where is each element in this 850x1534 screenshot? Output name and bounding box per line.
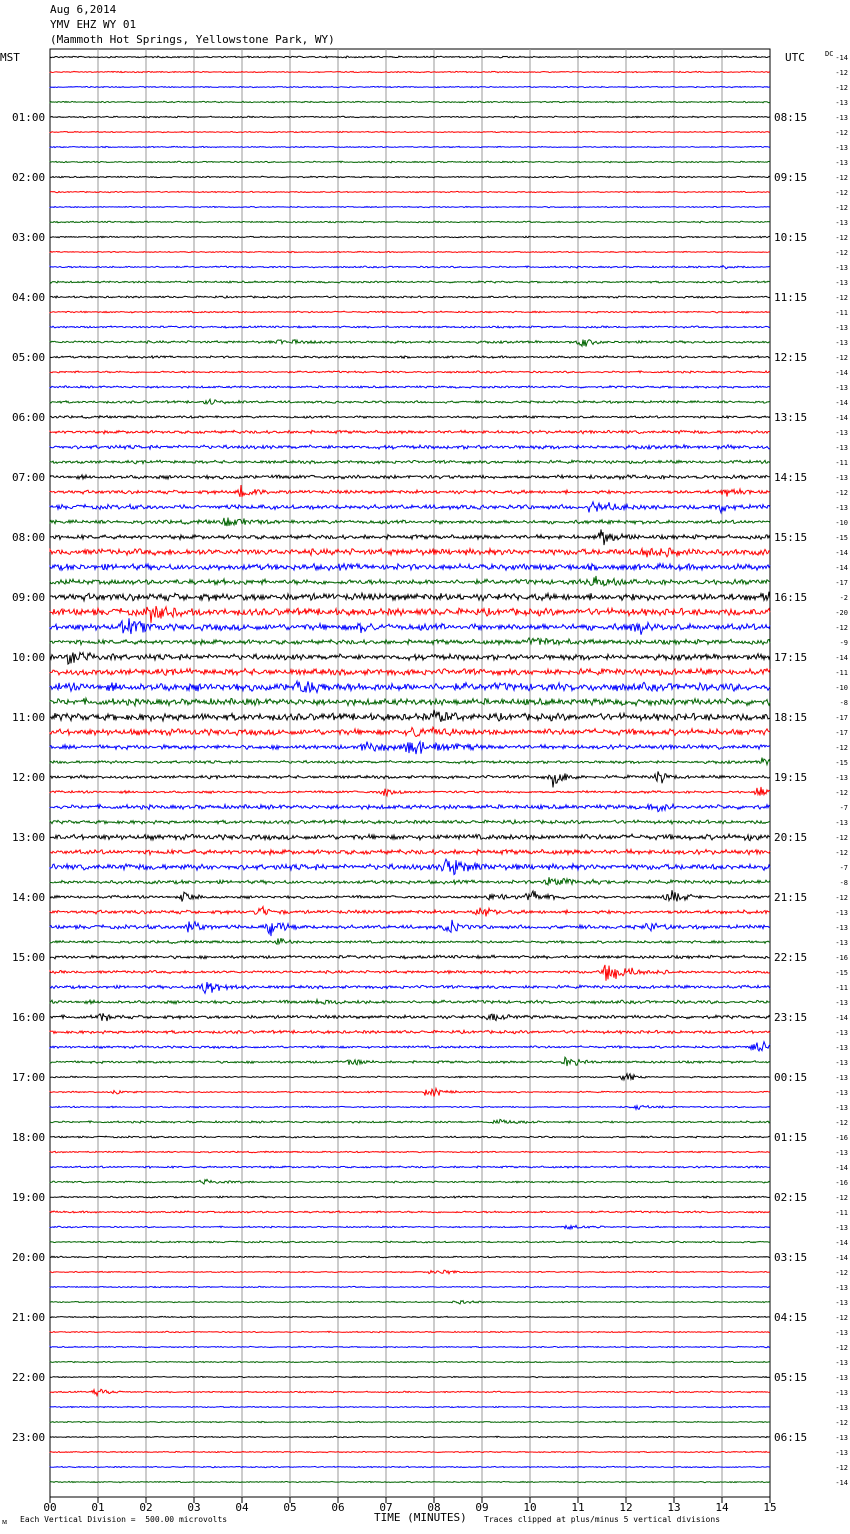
trace-row [50,1256,770,1258]
dc-offset-label: -12 [835,294,848,302]
trace-row [50,71,770,72]
x-axis-title: TIME (MINUTES) [374,1511,467,1524]
dc-offset-label: -12 [835,84,848,92]
x-tick-label: 06 [331,1501,345,1514]
dc-offset-label: -13 [835,939,848,947]
right-hour-label: 22:15 [774,951,808,964]
trace-row [50,281,770,283]
left-hour-label: 01:00 [12,111,46,124]
right-hour-label: 11:15 [774,291,808,304]
trace-row [50,890,770,901]
trace-row [50,1106,770,1110]
right-hour-label: 13:15 [774,411,808,424]
right-hour-label: 00:15 [774,1071,808,1084]
left-hour-label: 12:00 [12,771,46,784]
trace-row [50,771,770,787]
dc-offset-label: -14 [835,1164,848,1172]
right-hour-label: 03:15 [774,1251,808,1264]
trace-row [50,804,770,811]
trace-row [50,485,770,497]
dc-offset-label: -13 [835,1074,848,1082]
trace-row [50,176,770,178]
right-hour-label: 16:15 [774,591,808,604]
dc-offset-label: -11 [835,309,848,317]
left-hour-label: 10:00 [12,651,46,664]
trace-row [50,1286,770,1287]
dc-offset-label: -13 [835,774,848,782]
dc-offset-label: -13 [835,339,848,347]
right-hour-label: 10:15 [774,231,808,244]
trace-row [50,1196,770,1198]
x-tick-label: 15 [763,1501,777,1514]
trace-row [50,326,770,328]
dc-offset-label: -9 [839,639,848,647]
dc-offset-label: -14 [835,1479,848,1487]
trace-row [50,1436,770,1437]
trace-row [50,445,770,449]
dc-offset-label: -10 [835,519,848,527]
left-zone-label: MST [0,51,20,64]
trace-row [50,710,770,722]
trace-row [50,1270,770,1273]
right-hour-label: 23:15 [774,1011,808,1024]
dc-offset-label: -13 [835,279,848,287]
right-hour-label: 09:15 [774,171,808,184]
left-hour-label: 15:00 [12,951,46,964]
dc-offset-label: -13 [835,1449,848,1457]
dc-offset-label: -7 [839,864,848,872]
dc-offset-label: -13 [835,1089,848,1097]
trace-row [50,955,770,959]
dc-offset-label: -15 [835,759,848,767]
dc-offset-label: -12 [835,1314,848,1322]
dc-offset-label: -13 [835,114,848,122]
trace-row [50,907,770,917]
dc-offset-label: -13 [835,1299,848,1307]
dc-offset-label: -13 [835,99,848,107]
trace-row [50,1030,770,1033]
left-hour-label: 13:00 [12,831,46,844]
dc-offset-label: -13 [835,1389,848,1397]
x-tick-label: 04 [235,1501,249,1514]
trace-row [50,938,770,944]
scale-note: Each Vertical Division = 500.00 microvolts [20,1515,228,1524]
dc-offset-label: -15 [835,969,848,977]
trace-row [50,1301,770,1304]
left-hour-label: 20:00 [12,1251,46,1264]
trace-row [50,982,770,993]
trace-row [50,371,770,373]
dc-offset-label: -12 [835,894,848,902]
trace-row [50,1241,770,1243]
dc-offset-label: -13 [835,1374,848,1382]
dc-offset-label: -17 [835,579,848,587]
trace-row [50,529,770,545]
dc-offset-label: -13 [835,159,848,167]
trace-row [50,742,770,755]
dc-offset-label: -13 [835,1149,848,1157]
left-hour-label: 23:00 [12,1431,46,1444]
trace-row [50,1225,770,1229]
dc-offset-label: -12 [835,204,848,212]
right-hour-label: 12:15 [774,351,808,364]
clip-note: Traces clipped at plus/minus 5 vertical divisions [484,1515,721,1524]
chart-station: YMV EHZ WY 01 [50,18,137,31]
right-hour-label: 01:15 [774,1131,808,1144]
right-hour-label: 14:15 [774,471,808,484]
trace-row [50,1389,770,1395]
trace-row [50,101,770,103]
dc-offset-label: -14 [835,564,848,572]
x-tick-label: 00 [43,1501,57,1514]
dc-offset-label: -12 [835,1269,848,1277]
trace-row [50,727,770,736]
dc-offset-label: -12 [835,1194,848,1202]
dc-offset-label: -13 [835,1029,848,1037]
dc-offset-label: -12 [835,849,848,857]
dc-offset-label: -7 [839,804,848,812]
dc-offset-label: -14 [835,1014,848,1022]
trace-row [50,1179,770,1184]
dc-offset-label: -13 [835,144,848,152]
dc-offset-label: -13 [835,429,848,437]
right-hour-label: 18:15 [774,711,808,724]
dc-offset-label: -14 [835,369,848,377]
trace-row [50,1211,770,1213]
trace-row [50,606,770,623]
trace-row [50,1481,770,1482]
dc-offset-label: -13 [835,1404,848,1412]
dc-offset-label: -13 [835,1059,848,1067]
dc-offset-label: -13 [835,264,848,272]
trace-row [50,965,770,981]
trace-row [50,1000,770,1005]
dc-offset-label: -13 [835,504,848,512]
trace-row [50,618,770,634]
trace-row [50,1346,770,1347]
right-hour-label: 20:15 [774,831,808,844]
trace-row [50,296,770,298]
trace-row [50,1406,770,1407]
dc-offset-label: -13 [835,1284,848,1292]
trace-row [50,758,770,765]
trace-row [50,502,770,513]
dc-offset-label: -12 [835,69,848,77]
left-hour-label: 21:00 [12,1311,46,1324]
dc-offset-label: -13 [835,909,848,917]
left-hour-label: 11:00 [12,711,46,724]
dc-offset-label: -20 [835,609,848,617]
left-hour-label: 16:00 [12,1011,46,1024]
right-hour-label: 19:15 [774,771,808,784]
left-hour-label: 08:00 [12,531,46,544]
dc-offset-label: -13 [835,924,848,932]
trace-row [50,576,770,586]
dc-offset-label: -13 [835,474,848,482]
left-hour-label: 05:00 [12,351,46,364]
dc-offset-label: -12 [835,354,848,362]
left-hour-label: 17:00 [12,1071,46,1084]
dc-offset-label: -12 [835,174,848,182]
trace-row [50,340,770,347]
dc-offset-label: -12 [835,1344,848,1352]
trace-row [50,638,770,645]
trace-row [50,592,770,601]
trace-row [50,1376,770,1377]
trace-row [50,399,770,404]
trace-row [50,386,770,388]
trace-row [50,834,770,841]
left-hour-label: 04:00 [12,291,46,304]
trace-row [50,669,770,676]
dc-offset-label: -14 [835,1254,848,1262]
dc-offset-label: -15 [835,534,848,542]
trace-row [50,1074,770,1080]
trace-row [50,1057,770,1066]
trace-row [50,56,770,58]
trace-row [50,920,770,936]
dc-offset-label: -14 [835,399,848,407]
trace-row [50,1361,770,1362]
dc-offset-label: -12 [835,744,848,752]
trace-row [50,1316,770,1317]
left-hour-label: 07:00 [12,471,46,484]
trace-row [50,850,770,855]
dc-offset-label: -16 [835,1134,848,1142]
left-hour-label: 19:00 [12,1191,46,1204]
dc-offset-label: -12 [835,234,848,242]
trace-row [50,877,770,885]
trace-row [50,859,770,874]
dc-offset-label: -10 [835,684,848,692]
right-hour-label: 06:15 [774,1431,808,1444]
trace-row [50,518,770,527]
dc-offset-label: -13 [835,384,848,392]
dc-offset-label: -12 [835,249,848,257]
dc-offset-label: -13 [835,819,848,827]
dc-offset-label: -12 [835,1419,848,1427]
right-zone-label: UTC [785,51,805,64]
x-tick-label: 05 [283,1501,297,1514]
dc-offset-label: -11 [835,984,848,992]
dc-offset-label: -11 [835,1209,848,1217]
trace-row [50,236,770,238]
left-hour-label: 02:00 [12,171,46,184]
right-hour-label: 15:15 [774,531,808,544]
right-hour-label: 04:15 [774,1311,808,1324]
x-tick-label: 03 [187,1501,201,1514]
left-hour-label: 22:00 [12,1371,46,1384]
dc-offset-label: -12 [835,834,848,842]
trace-row [50,460,770,464]
trace-row [50,86,770,87]
trace-row [50,1466,770,1467]
dc-offset-label: -13 [835,1224,848,1232]
dc-offset-label: -12 [835,624,848,632]
trace-row [50,820,770,824]
x-tick-label: 02 [139,1501,153,1514]
trace-row [50,416,770,419]
dc-offset-label: -13 [835,444,848,452]
logo-mark: ᴍ [2,1517,8,1526]
x-tick-label: 10 [523,1501,537,1514]
dc-offset-label: -8 [839,879,848,887]
dc-offset-label: -16 [835,1179,848,1187]
left-hour-label: 09:00 [12,591,46,604]
right-hour-label: 02:15 [774,1191,808,1204]
trace-row [50,311,770,313]
right-hour-label: 08:15 [774,111,808,124]
dc-offset-label: -13 [835,1104,848,1112]
trace-row [50,356,770,358]
x-tick-label: 07 [379,1501,393,1514]
trace-row [50,1331,770,1332]
x-tick-label: 12 [619,1501,633,1514]
left-hour-label: 18:00 [12,1131,46,1144]
chart-date: Aug 6,2014 [50,3,117,16]
trace-row [50,787,770,796]
trace-row [50,548,770,557]
dc-offset-label: -14 [835,654,848,662]
trace-row [50,1088,770,1096]
x-tick-label: 01 [91,1501,105,1514]
dc-offset-label: -11 [835,459,848,467]
dc-offset-label: -12 [835,789,848,797]
dc-offset-label: -14 [835,54,848,62]
dc-offset-label: -14 [835,549,848,557]
dc-offset-label: -17 [835,714,848,722]
right-hour-label: 21:15 [774,891,808,904]
dc-offset-label: -13 [835,1329,848,1337]
trace-row [50,266,770,269]
left-hour-label: 06:00 [12,411,46,424]
trace-row [50,1151,770,1153]
left-hour-label: 03:00 [12,231,46,244]
trace-row [50,1013,770,1021]
trace-row [50,653,770,665]
dc-offset-label: -12 [835,489,848,497]
x-tick-label: 08 [427,1501,441,1514]
trace-row [50,146,770,147]
right-hour-label: 17:15 [774,651,808,664]
dc-offset-label: -11 [835,669,848,677]
dc-offset-label: -13 [835,324,848,332]
x-tick-label: 11 [571,1501,585,1514]
trace-row [50,221,770,223]
trace-row [50,475,770,479]
trace-row [50,191,770,192]
right-hour-label: 05:15 [774,1371,808,1384]
dc-offset-label: -16 [835,954,848,962]
x-tick-label: 13 [667,1501,681,1514]
trace-row [50,1136,770,1138]
x-tick-label: 09 [475,1501,489,1514]
dc-offset-label: -17 [835,729,848,737]
trace-row [50,1166,770,1168]
trace-row [50,206,770,207]
trace-row [50,564,770,571]
dc-offset-label: -14 [835,1239,848,1247]
left-hour-label: 14:00 [12,891,46,904]
trace-row [50,131,770,132]
trace-row [50,161,770,163]
trace-row [50,698,770,706]
dc-offset-label: -13 [835,1359,848,1367]
x-tick-label: 14 [715,1501,729,1514]
chart-location: (Mammoth Hot Springs, Yellowstone Park, WY) [50,33,335,46]
dc-offset-label: -2 [839,594,848,602]
trace-row [50,1042,770,1051]
trace-row [50,1119,770,1123]
dc-offset-label: -12 [835,1464,848,1472]
dc-offset-label: -13 [835,219,848,227]
trace-row [50,681,770,692]
dc-offset-label: -8 [839,699,848,707]
dc-offset-label: -13 [835,999,848,1007]
dc-label: DC [825,50,834,58]
dc-offset-label: -12 [835,1119,848,1127]
dc-offset-label: -13 [835,1044,848,1052]
trace-row [50,1451,770,1452]
dc-offset-label: -14 [835,414,848,422]
dc-offset-label: -13 [835,1434,848,1442]
trace-row [50,1421,770,1422]
trace-row [50,251,770,252]
dc-offset-label: -12 [835,129,848,137]
trace-row [50,116,770,118]
dc-offset-label: -12 [835,189,848,197]
trace-row [50,430,770,434]
